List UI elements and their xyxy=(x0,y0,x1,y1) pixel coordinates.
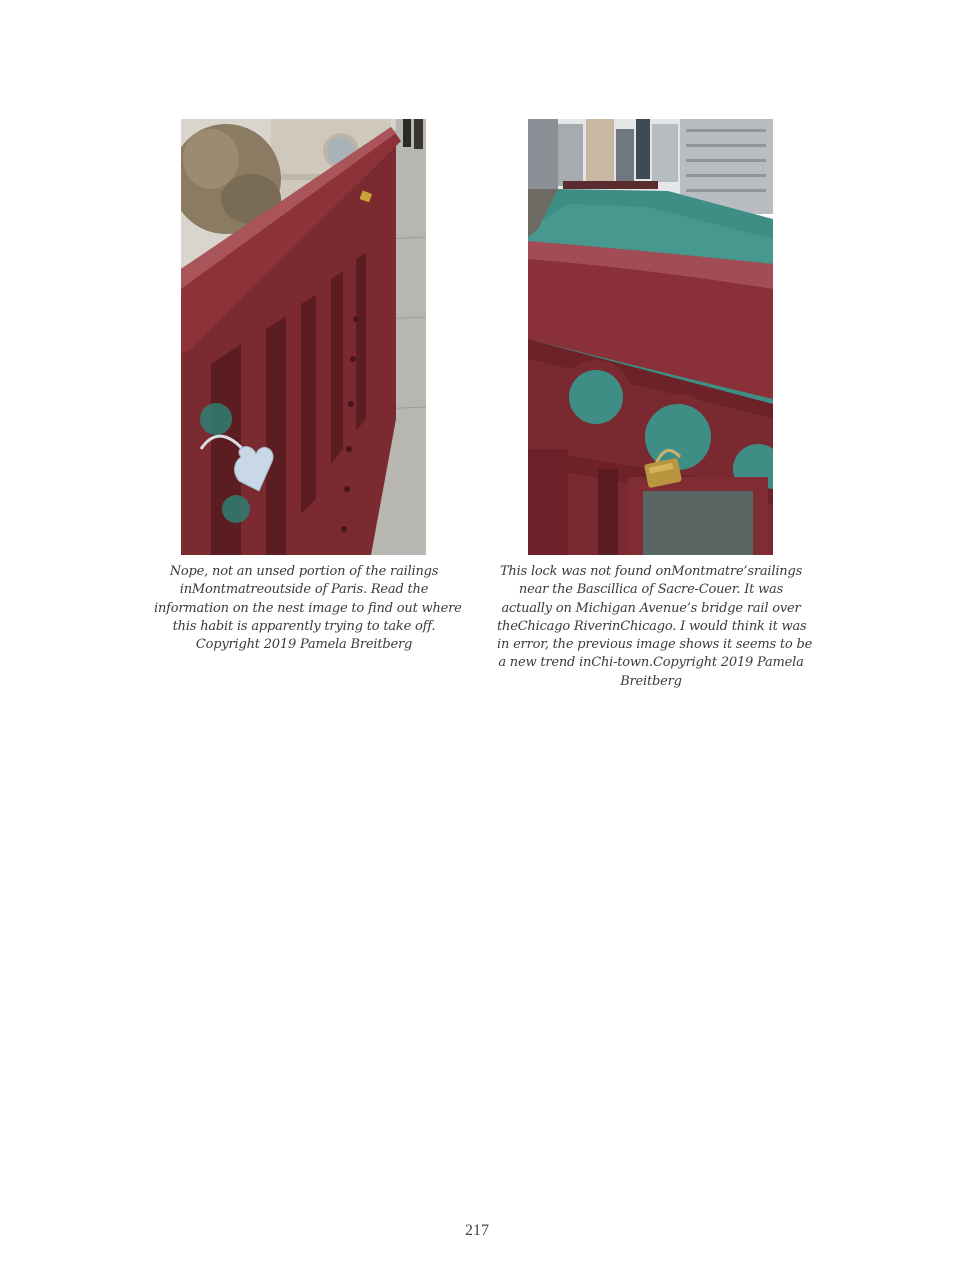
caption-line: in error, the previous image shows it seems to be xyxy=(497,637,813,653)
caption-line: theChicago RiverinChicago. I would think it was xyxy=(497,618,807,634)
caption-line: this habit is apparently trying to take off. xyxy=(172,618,436,634)
bridge-railing-heart-lock-photo xyxy=(181,119,426,555)
caption-line: Breitberg xyxy=(620,673,682,689)
caption-line: near the Bascillica of Sacre-Couer. It was xyxy=(518,582,784,598)
caption-line: Copyright 2019 Pamela Breitberg xyxy=(195,637,413,653)
caption-line: inMontmatreoutside of Paris. Read the xyxy=(179,582,429,598)
caption-line: This lock was not found onMontmatre’srailings xyxy=(499,564,803,579)
caption-line: information on the nest image to find out where xyxy=(154,600,462,616)
caption-line: Nope, not an unsed portion of the railings xyxy=(169,564,439,579)
caption-line: actually on Michigan Avenue’s bridge rail over xyxy=(501,600,801,616)
chicago-river-padlock-photo xyxy=(528,119,773,555)
photo-caption-left xyxy=(154,563,462,654)
photo-caption-right xyxy=(497,563,813,691)
page-number: 217 xyxy=(465,1222,489,1239)
caption-line: a new trend inChi-town.Copyright 2019 Pamela xyxy=(498,655,804,671)
